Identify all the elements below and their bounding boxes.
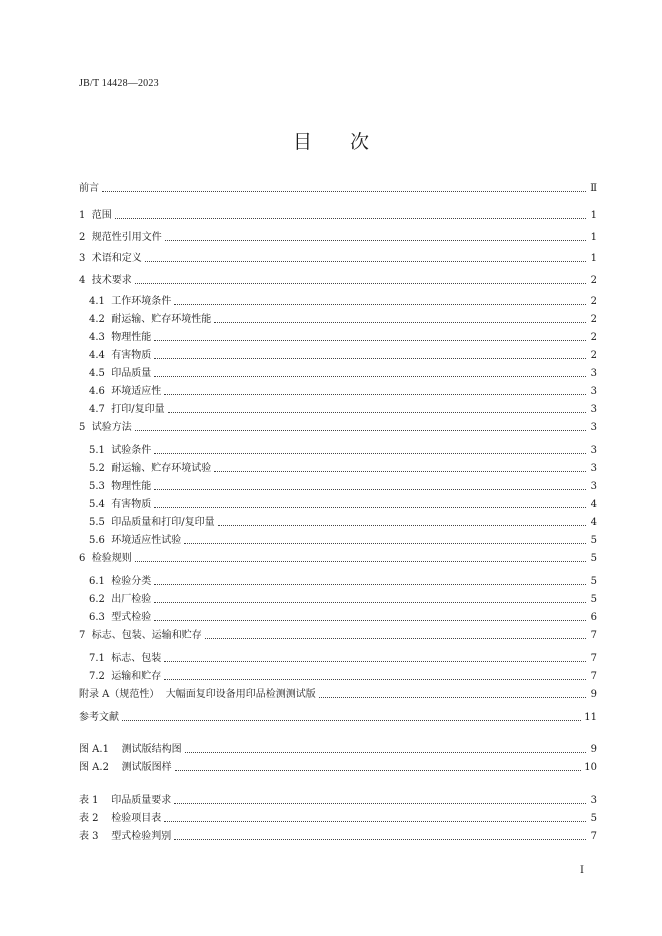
toc-entry-page: 3: [590, 445, 597, 456]
toc-entry-label: 图 A.2 测试版图样: [79, 762, 172, 773]
toc-entry-label: 6 检验规则: [79, 553, 132, 564]
toc-entry-label: 表 2 检验项目表: [79, 813, 162, 824]
dot-leader: [145, 261, 586, 262]
dot-leader: [165, 240, 586, 241]
toc-entry[interactable]: [79, 739, 597, 756]
dot-leader: [135, 430, 586, 431]
toc-entry-page: 5: [590, 813, 597, 824]
toc-entry[interactable]: [79, 205, 597, 222]
toc-entry-page: 11: [584, 712, 597, 723]
toc-entry-label: 参考文献: [79, 712, 119, 723]
dot-leader: [174, 803, 586, 804]
dot-leader: [164, 821, 586, 822]
toc-entry-page: 1: [590, 210, 597, 221]
toc-entry-label: 5.2 耐运输、贮存环境试验: [89, 463, 212, 474]
toc-entry[interactable]: [79, 178, 597, 195]
toc-entry-label: 前言: [79, 183, 99, 194]
dot-leader: [185, 752, 586, 753]
toc-title: 目 次: [292, 131, 369, 153]
dot-leader: [102, 191, 586, 192]
toc-entry-page: 5: [590, 594, 597, 605]
dot-leader: [154, 453, 586, 454]
toc-entry[interactable]: [79, 757, 597, 774]
toc-entry-label: 1 范围: [79, 210, 112, 221]
toc-entry-label: 图 A.1 测试版结构图: [79, 744, 182, 755]
toc-entry[interactable]: [79, 530, 597, 547]
toc-entry[interactable]: [79, 399, 597, 416]
toc-entry-label: 5.3 物理性能: [89, 481, 152, 492]
dot-leader: [218, 525, 586, 526]
toc-entry-page: 5: [590, 535, 597, 546]
standard-code: JB/T 14428—2023: [79, 78, 159, 89]
toc-entry[interactable]: [79, 417, 597, 434]
toc-entry[interactable]: [79, 512, 597, 529]
dot-leader: [174, 839, 586, 840]
toc-entry-label: 5.5 印品质量和打印/复印量: [89, 517, 215, 528]
dot-leader: [205, 638, 586, 639]
toc-entry-page: 2: [590, 314, 597, 325]
dot-leader: [154, 620, 586, 621]
toc-entry-label: 3 术语和定义: [79, 253, 142, 264]
toc-entry[interactable]: [79, 808, 597, 825]
toc-entry[interactable]: [79, 494, 597, 511]
toc-entry-page: 7: [590, 831, 597, 842]
toc-entry-page: Ⅱ: [590, 183, 597, 194]
toc-entry-page: 1: [590, 231, 597, 243]
dot-leader: [168, 412, 586, 413]
toc-entry-label: 7 标志、包装、运输和贮存: [79, 630, 202, 641]
toc-entry-label: 表 1 印品质量要求: [79, 795, 172, 806]
toc-entry-page: 9: [590, 744, 597, 755]
toc-entry-label: 表 3 型式检验判别: [79, 831, 172, 842]
toc-entry-label: 5.6 环境适应性试验: [89, 535, 182, 546]
toc-entry-page: 4: [590, 517, 597, 528]
toc-entry-label: 7.2 运输和贮存: [89, 671, 162, 682]
dot-leader: [164, 661, 586, 662]
toc-entry-label: 4.5 印品质量: [89, 367, 152, 379]
toc-entry-label: 5.1 试验条件: [89, 445, 152, 456]
toc-entry-page: 5: [590, 553, 597, 564]
toc-entry-page: 7: [590, 671, 597, 682]
toc-entry[interactable]: [79, 248, 597, 265]
toc-entry[interactable]: [79, 270, 597, 287]
toc-entry[interactable]: [79, 684, 597, 701]
toc-entry-page: 3: [590, 385, 597, 397]
toc-entry[interactable]: [79, 607, 597, 624]
dot-leader: [115, 218, 586, 219]
toc-entry-label: 6.1 检验分类: [89, 576, 152, 587]
toc-entry-page: 2: [590, 349, 597, 361]
toc-entry-page: 3: [590, 481, 597, 492]
dot-leader: [164, 394, 586, 395]
toc-entry[interactable]: [79, 476, 597, 493]
dot-leader: [319, 697, 586, 698]
toc-entry-label: 4.6 环境适应性: [89, 385, 162, 397]
page-number: I: [580, 865, 584, 876]
toc-entry[interactable]: [79, 327, 597, 344]
toc-entry-label: 6.2 出厂检验: [89, 594, 152, 605]
toc-entry-page: 3: [590, 795, 597, 806]
toc-entry-label: 4.3 物理性能: [89, 332, 152, 343]
toc-entry-page: 1: [590, 253, 597, 264]
dot-leader: [154, 602, 586, 603]
toc-entry-page: 3: [590, 463, 597, 474]
dot-leader: [214, 471, 586, 472]
toc-entry[interactable]: [79, 666, 597, 683]
toc-entry-page: 4: [590, 499, 597, 510]
dot-leader: [154, 507, 586, 508]
toc-entry-page: 5: [590, 576, 597, 587]
toc-entry[interactable]: [79, 440, 597, 457]
dot-leader: [154, 489, 586, 490]
toc-entry-label: 7.1 标志、包装: [89, 653, 162, 664]
dot-leader: [214, 322, 586, 323]
toc-entry[interactable]: [79, 571, 597, 588]
toc-entry-page: 2: [590, 332, 597, 343]
toc-entry-page: 3: [590, 367, 597, 379]
toc-entry-page: 2: [590, 296, 597, 307]
toc-entry[interactable]: [79, 790, 597, 807]
toc-entry-label: 6.3 型式检验: [89, 612, 152, 623]
dot-leader: [164, 679, 586, 680]
dot-leader: [174, 304, 586, 305]
toc-entry[interactable]: [79, 648, 597, 665]
toc-entry-label: 4 技术要求: [79, 274, 132, 286]
toc-entry-page: 3: [590, 422, 597, 433]
toc-entry[interactable]: [79, 707, 597, 724]
toc-entry-label: 附录 A（规范性） 大幅面复印设备用印品检测测试版: [79, 689, 316, 700]
dot-leader: [154, 584, 586, 585]
dot-leader: [154, 358, 586, 359]
toc-entry-page: 7: [590, 630, 597, 641]
dot-leader: [154, 340, 586, 341]
toc-entry-label: 4.7 打印/复印量: [89, 403, 165, 415]
toc-entry[interactable]: [79, 345, 597, 362]
toc-entry-label: 4.4 有害物质: [89, 349, 152, 361]
toc-entry-label: 4.2 耐运输、贮存环境性能: [89, 314, 212, 325]
dot-leader: [184, 543, 586, 544]
toc-entry[interactable]: [79, 589, 597, 606]
toc-entry-label: 2 规范性引用文件: [79, 231, 162, 243]
toc-entry[interactable]: [79, 381, 597, 398]
dot-leader: [135, 283, 586, 284]
toc-entry-page: 9: [590, 689, 597, 700]
toc-entry[interactable]: [79, 826, 597, 843]
dot-leader: [135, 561, 586, 562]
toc-entry[interactable]: [79, 309, 597, 326]
dot-leader: [122, 720, 581, 721]
toc-entry[interactable]: [79, 291, 597, 308]
toc-entry[interactable]: [79, 625, 597, 642]
toc-entry-label: 5.4 有害物质: [89, 499, 152, 510]
toc-entry-page: 7: [590, 653, 597, 664]
toc-entry[interactable]: [79, 548, 597, 565]
toc-entry-page: 2: [590, 274, 597, 286]
toc-entry-page: 6: [590, 612, 597, 623]
toc-entry-label: 5 试验方法: [79, 422, 132, 433]
toc-entry[interactable]: [79, 458, 597, 475]
toc-entry[interactable]: [79, 227, 597, 244]
dot-leader: [154, 376, 586, 377]
dot-leader: [175, 770, 582, 771]
toc-entry-page: 3: [590, 403, 597, 415]
toc-entry-page: 10: [584, 762, 597, 773]
toc-entry[interactable]: [79, 363, 597, 380]
toc-entry-label: 4.1 工作环境条件: [89, 296, 172, 307]
